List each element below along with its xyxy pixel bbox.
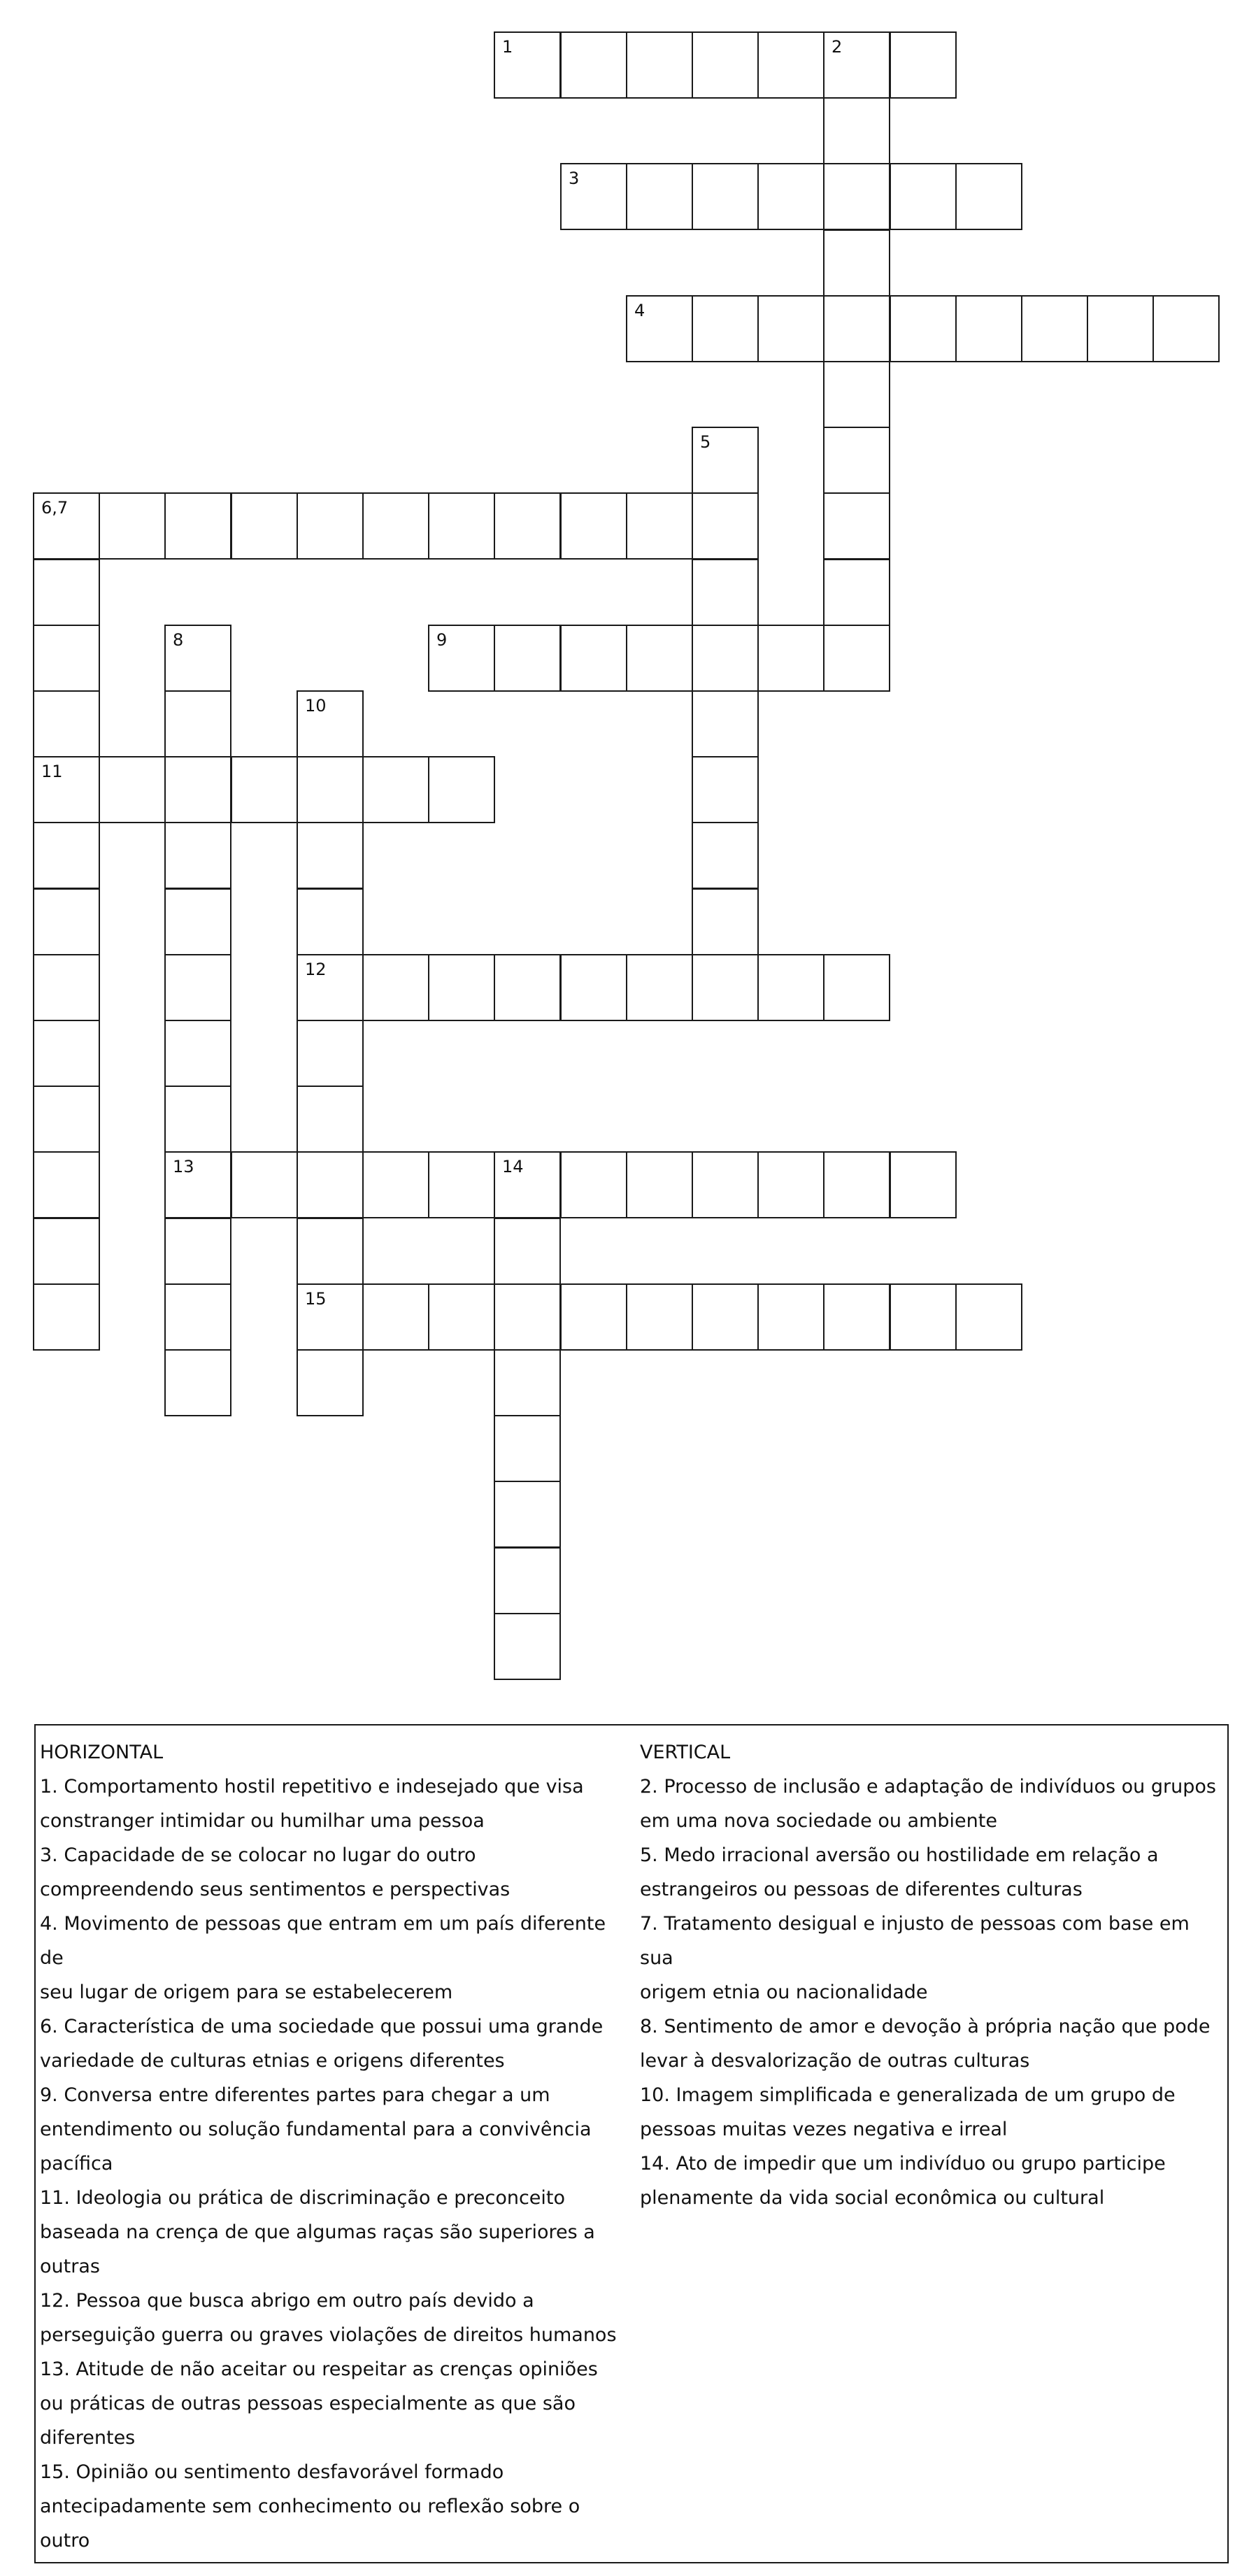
clue-number: 15 [305, 1289, 327, 1309]
crossword-cell[interactable] [823, 31, 890, 99]
vertical-clue-line: origem etnia ou nacionalidade [640, 1981, 928, 2003]
crossword-cell[interactable] [1152, 295, 1220, 362]
crossword-cell[interactable] [823, 295, 890, 362]
crossword-cell[interactable] [297, 690, 364, 757]
crossword-cell[interactable] [692, 163, 759, 230]
crossword-cell[interactable] [99, 756, 166, 823]
crossword-cell[interactable] [823, 559, 890, 626]
clue-number: 6,7 [41, 498, 69, 518]
horizontal-clue-line: baseada na crença de que algumas raças são superiores a [40, 2221, 595, 2243]
crossword-cell[interactable] [164, 756, 231, 823]
crossword-cell[interactable] [560, 625, 627, 692]
crossword-cell[interactable] [692, 427, 759, 494]
horizontal-clue-line: pacífica [40, 2153, 113, 2175]
crossword-cell[interactable] [692, 1151, 759, 1218]
crossword-cell[interactable] [823, 954, 890, 1021]
horizontal-clue-line: diferentes [40, 2427, 136, 2449]
clue-number: 4 [634, 301, 645, 320]
crossword-cell[interactable] [164, 492, 231, 560]
crossword-cell[interactable] [33, 756, 100, 823]
crossword-cell[interactable] [362, 1151, 429, 1218]
clue-box [34, 1724, 1229, 2563]
crossword-cell[interactable] [494, 625, 561, 692]
crossword-cell[interactable] [297, 1020, 364, 1087]
crossword-cell[interactable] [757, 1151, 825, 1218]
crossword-cell[interactable] [33, 1218, 100, 1285]
crossword-cell[interactable] [164, 1218, 231, 1285]
vertical-clue-line: 8. Sentimento de amor e devoção à própria nação que pode [640, 2016, 1211, 2037]
vertical-clue-line: 14. Ato de impedir que um indivíduo ou grupo participe [640, 2153, 1166, 2175]
horizontal-heading: HORIZONTAL [40, 1742, 164, 1763]
crossword-cell[interactable] [692, 888, 759, 955]
crossword-cell[interactable] [297, 888, 364, 955]
horizontal-clue-line: antecipadamente sem conhecimento ou reflexão sobre o [40, 2496, 580, 2517]
crossword-cell[interactable] [494, 1481, 561, 1548]
crossword-cell[interactable] [428, 1151, 495, 1218]
crossword-cell[interactable] [33, 1086, 100, 1153]
horizontal-clue-line: 13. Atitude de não aceitar ou respeitar as crenças opiniões [40, 2358, 598, 2380]
crossword-cell[interactable] [560, 1151, 627, 1218]
crossword-cell[interactable] [33, 625, 100, 692]
crossword-cell[interactable] [823, 361, 890, 428]
crossword-cell[interactable] [890, 1151, 957, 1218]
crossword-cell[interactable] [494, 31, 561, 99]
crossword-cell[interactable] [33, 888, 100, 955]
horizontal-clue-line: entendimento ou solução fundamental para a convivência [40, 2119, 592, 2140]
crossword-cell[interactable] [692, 954, 759, 1021]
crossword-cell[interactable] [428, 1283, 495, 1351]
crossword-cell[interactable] [428, 756, 495, 823]
crossword-cell[interactable] [1021, 295, 1088, 362]
crossword-cell[interactable] [164, 1283, 231, 1351]
horizontal-clue-line: 12. Pessoa que busca abrigo em outro país devido a [40, 2290, 534, 2312]
clue-number: 10 [305, 696, 327, 716]
crossword-cell[interactable] [362, 954, 429, 1021]
crossword-cell[interactable] [297, 822, 364, 889]
vertical-clue-line: estrangeiros ou pessoas de diferentes culturas [640, 1879, 1083, 1900]
clue-number: 13 [173, 1157, 194, 1176]
crossword-cell[interactable] [428, 492, 495, 560]
crossword-cell[interactable] [692, 31, 759, 99]
crossword-cell[interactable] [823, 1283, 890, 1351]
crossword-cell[interactable] [33, 559, 100, 626]
crossword-cell[interactable] [494, 1349, 561, 1416]
crossword-cell[interactable] [757, 163, 825, 230]
crossword-cell[interactable] [494, 954, 561, 1021]
crossword-cell[interactable] [428, 625, 495, 692]
crossword-cell[interactable] [33, 1020, 100, 1087]
crossword-cell[interactable] [692, 559, 759, 626]
crossword-cell[interactable] [494, 1415, 561, 1482]
clue-number: 9 [436, 630, 448, 650]
crossword-cell[interactable] [164, 690, 231, 757]
crossword-cell[interactable] [560, 954, 627, 1021]
crossword-cell[interactable] [297, 1218, 364, 1285]
crossword-cell[interactable] [164, 1151, 231, 1218]
horizontal-clue-line: outras [40, 2256, 100, 2277]
vertical-clue-line: em uma nova sociedade ou ambiente [640, 1810, 997, 1832]
crossword-cell[interactable] [692, 492, 759, 560]
crossword-cell[interactable] [626, 954, 693, 1021]
horizontal-clue-line: 4. Movimento de pessoas que entram em um país diferente de [40, 1913, 606, 1969]
crossword-cell[interactable] [823, 492, 890, 560]
horizontal-clue-line: compreendendo seus sentimentos e perspectivas [40, 1879, 511, 1900]
vertical-clue-line: 10. Imagem simplificada e generalizada de um grupo de [640, 2084, 1176, 2106]
crossword-cell[interactable] [33, 954, 100, 1021]
horizontal-clue-line: variedade de culturas etnias e origens diferentes [40, 2050, 505, 2072]
crossword-cell[interactable] [692, 822, 759, 889]
crossword-cell[interactable] [692, 756, 759, 823]
crossword-cell[interactable] [231, 1151, 298, 1218]
vertical-clue-line: plenamente da vida social econômica ou cultural [640, 2187, 1105, 2209]
crossword-cell[interactable] [164, 625, 231, 692]
crossword-cell[interactable] [164, 1020, 231, 1087]
horizontal-clue-line: 6. Característica de uma sociedade que possui uma grande [40, 2016, 604, 2037]
crossword-cell[interactable] [362, 492, 429, 560]
crossword-cell[interactable] [494, 1218, 561, 1285]
crossword-cell[interactable] [626, 163, 693, 230]
crossword-cell[interactable] [362, 1283, 429, 1351]
clue-number: 2 [832, 37, 843, 57]
crossword-cell[interactable] [297, 492, 364, 560]
horizontal-clue-line: perseguição guerra ou graves violações de direitos humanos [40, 2324, 617, 2346]
horizontal-clue-line: ou práticas de outras pessoas especialmente as que são [40, 2393, 576, 2414]
horizontal-clue-line: outro [40, 2530, 90, 2552]
crossword-cell[interactable] [33, 492, 100, 560]
vertical-clue-line: 5. Medo irracional aversão ou hostilidade em relação a [640, 1844, 1159, 1866]
crossword-cell[interactable] [33, 822, 100, 889]
crossword-cell[interactable] [164, 1086, 231, 1153]
vertical-clue-line: pessoas muitas vezes negativa e irreal [640, 2119, 1008, 2140]
crossword-cell[interactable] [494, 1547, 561, 1614]
crossword-cell[interactable] [560, 492, 627, 560]
clue-number: 5 [700, 432, 711, 452]
crossword-cell[interactable] [297, 1349, 364, 1416]
clue-number: 11 [41, 762, 63, 781]
crossword-cell[interactable] [494, 1613, 561, 1680]
crossword-cell[interactable] [560, 31, 627, 99]
crossword-cell[interactable] [560, 1283, 627, 1351]
crossword-cell[interactable] [231, 756, 298, 823]
crossword-cell[interactable] [297, 1086, 364, 1153]
crossword-cell[interactable] [33, 1283, 100, 1351]
crossword-cell[interactable] [231, 492, 298, 560]
crossword-cell[interactable] [890, 163, 957, 230]
vertical-clue-line: 2. Processo de inclusão e adaptação de indivíduos ou grupos [640, 1776, 1216, 1798]
crossword-cell[interactable] [626, 295, 693, 362]
crossword-cell[interactable] [890, 31, 957, 99]
crossword-cell[interactable] [890, 1283, 957, 1351]
crossword-cell[interactable] [1087, 295, 1154, 362]
crossword-cell[interactable] [890, 295, 957, 362]
clue-number: 3 [569, 169, 580, 188]
crossword-cell[interactable] [757, 1283, 825, 1351]
crossword-cell[interactable] [626, 1283, 693, 1351]
horizontal-clue-line: constranger intimidar ou humilhar uma pessoa [40, 1810, 485, 1832]
crossword-cell[interactable] [297, 954, 364, 1021]
horizontal-clue-list [40, 1770, 634, 2558]
crossword-cell[interactable] [164, 954, 231, 1021]
crossword-cell[interactable] [494, 492, 561, 560]
crossword-cell[interactable] [692, 690, 759, 757]
crossword-cell[interactable] [297, 1283, 364, 1351]
crossword-cell[interactable] [626, 492, 693, 560]
clue-number: 12 [305, 960, 327, 979]
vertical-clue-line: levar à desvalorização de outras culturas [640, 2050, 1030, 2072]
horizontal-clue-line: seu lugar de origem para se estabelecerem [40, 1981, 453, 2003]
crossword-cell[interactable] [823, 229, 890, 297]
horizontal-clue-line: 11. Ideologia ou prática de discriminação e preconceito [40, 2187, 566, 2209]
crossword-cell[interactable] [692, 295, 759, 362]
horizontal-clue-line: 15. Opinião ou sentimento desfavorável formado [40, 2461, 504, 2483]
crossword-cell[interactable] [99, 492, 166, 560]
clue-number: 14 [502, 1157, 524, 1176]
crossword-cell[interactable] [626, 625, 693, 692]
horizontal-clue-line: 1. Comportamento hostil repetitivo e indesejado que visa [40, 1776, 584, 1798]
crossword-cell[interactable] [823, 625, 890, 692]
crossword-cell[interactable] [955, 1283, 1022, 1351]
crossword-cell[interactable] [560, 163, 627, 230]
crossword-cell[interactable] [757, 625, 825, 692]
crossword-cell[interactable] [823, 97, 890, 164]
crossword-cell[interactable] [33, 1151, 100, 1218]
crossword-cell[interactable] [494, 1151, 561, 1218]
crossword-cell[interactable] [164, 1349, 231, 1416]
crossword-cell[interactable] [955, 295, 1022, 362]
vertical-clue-line: 7. Tratamento desigual e injusto de pessoas com base em sua [640, 1913, 1190, 1969]
crossword-cell[interactable] [494, 1283, 561, 1351]
crossword-cell[interactable] [757, 31, 825, 99]
crossword-cell[interactable] [955, 163, 1022, 230]
crossword-cell[interactable] [33, 690, 100, 757]
clue-number: 8 [173, 630, 184, 650]
crossword-cell[interactable] [428, 954, 495, 1021]
vertical-heading: VERTICAL [640, 1742, 731, 1763]
horizontal-clues [40, 1735, 634, 2558]
crossword-cell[interactable] [692, 1283, 759, 1351]
crossword-cell[interactable] [823, 1151, 890, 1218]
crossword-cell[interactable] [164, 822, 231, 889]
crossword-cell[interactable] [823, 163, 890, 230]
crossword-cell[interactable] [164, 888, 231, 955]
clue-number: 1 [502, 37, 513, 57]
crossword-cell[interactable] [626, 1151, 693, 1218]
vertical-clue-list [640, 1770, 1226, 2215]
horizontal-clue-line: 3. Capacidade de se colocar no lugar do outro [40, 1844, 476, 1866]
horizontal-clue-line: 9. Conversa entre diferentes partes para chegar a um [40, 2084, 550, 2106]
vertical-clues [640, 1735, 1226, 2215]
crossword-cell[interactable] [757, 954, 825, 1021]
crossword-cell[interactable] [626, 31, 693, 99]
crossword-cell[interactable] [823, 427, 890, 494]
crossword-cell[interactable] [297, 1151, 364, 1218]
crossword-cell[interactable] [692, 625, 759, 692]
crossword-cell[interactable] [757, 295, 825, 362]
crossword-cell[interactable] [362, 756, 429, 823]
crossword-cell[interactable] [297, 756, 364, 823]
